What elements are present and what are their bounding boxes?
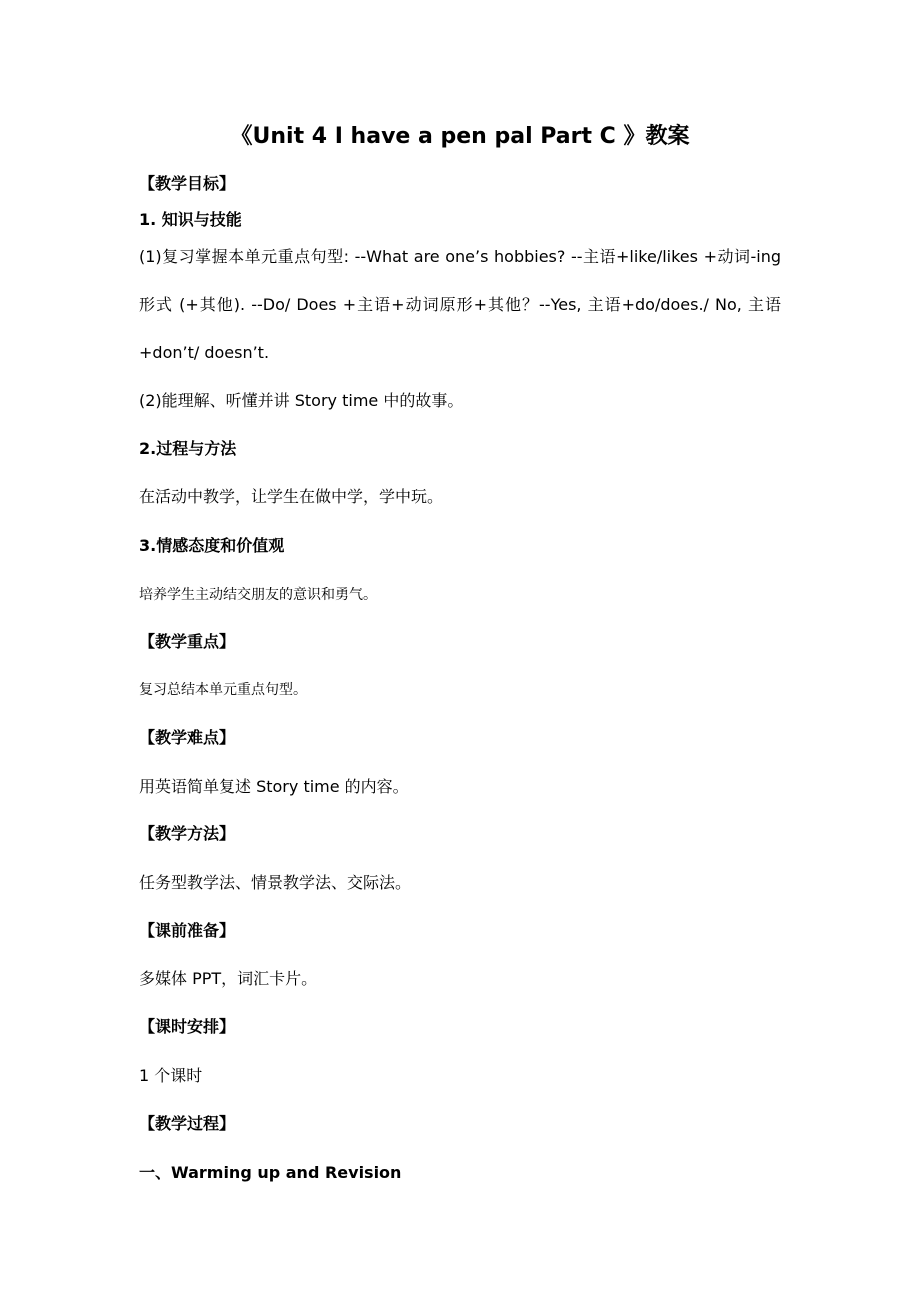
difficulties-text: 用英语简单复述 Story time 的内容。 — [139, 777, 409, 796]
methods-heading: 【教学方法】 — [139, 824, 236, 843]
procedure-heading: 【教学过程】 — [139, 1114, 236, 1133]
step1-heading: 一、Warming up and Revision — [139, 1163, 402, 1182]
page-title: 《Unit 4 I have a pen pal Part C 》教案 — [230, 124, 690, 149]
preparation-heading: 【课前准备】 — [139, 921, 236, 940]
schedule-text: 1 个课时 — [139, 1066, 203, 1085]
knowledge-paragraph-line-1: (1)复习掌握本单元重点句型: --What are one’s hobbies? --主语+like/likes +动词-ing — [139, 247, 781, 266]
values-heading: 3.情感态度和价值观 — [139, 536, 285, 555]
objectives-heading: 【教学目标】 — [139, 174, 236, 193]
schedule-heading: 【课时安排】 — [139, 1017, 236, 1036]
knowledge-heading: 1. 知识与技能 — [139, 210, 242, 229]
knowledge-paragraph-line-3: +don’t/ doesn’t. — [139, 343, 270, 362]
key-points-heading: 【教学重点】 — [139, 632, 236, 651]
process-text: 在活动中教学，让学生在做中学，学中玩。 — [139, 487, 444, 506]
methods-text: 任务型教学法、情景教学法、交际法。 — [139, 873, 412, 892]
process-heading: 2.过程与方法 — [139, 439, 237, 458]
key-points-text: 复习总结本单元重点句型。 — [139, 682, 307, 698]
knowledge-paragraph-2: (2)能理解、听懂并讲 Story time 中的故事。 — [139, 391, 464, 410]
knowledge-paragraph-line-2: 形式 (+其他). --Do/ Does +主语+动词原形+其他？--Yes, 主语+do/does./ No, 主语 — [139, 295, 781, 314]
preparation-text: 多媒体 PPT，词汇卡片。 — [139, 969, 318, 988]
values-text: 培养学生主动结交朋友的意识和勇气。 — [139, 587, 377, 603]
difficulties-heading: 【教学难点】 — [139, 728, 236, 747]
